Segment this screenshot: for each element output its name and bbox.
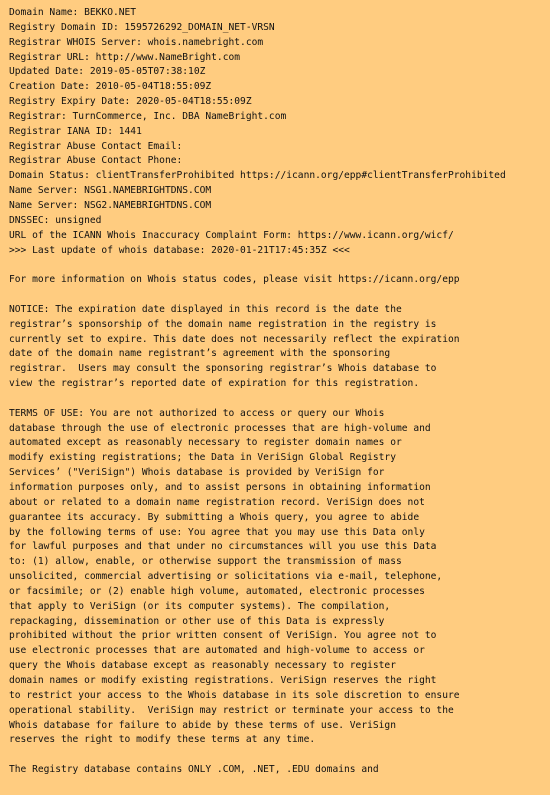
whois-line: registrar. Users may consult the sponsoring registrar’s Whois database to — [9, 363, 437, 375]
whois-line: Name Server: NSG1.NAMEBRIGHTDNS.COM — [9, 185, 212, 197]
whois-line: Registrar IANA ID: 1441 — [9, 125, 142, 137]
whois-line: Registrar: TurnCommerce, Inc. DBA NameBright.com — [9, 110, 287, 122]
whois-line: repackaging, dissemination or other use of this Data is expressly — [9, 615, 385, 627]
whois-line: for lawful purposes and that under no circumstances will you use this Data — [9, 541, 437, 553]
whois-line: >>> Last update of whois database: 2020-01-21T17:45:35Z <<< — [9, 244, 350, 256]
whois-line: unsolicited, commercial advertising or solicitations via e-mail, telephone, — [9, 571, 443, 583]
whois-line: date of the domain name registrant’s agreement with the sponsoring — [9, 348, 391, 360]
whois-line: query the Whois database except as reasonably necessary to register — [9, 660, 396, 672]
whois-line: URL of the ICANN Whois Inaccuracy Complaint Form: https://www.icann.org/wicf/ — [9, 229, 454, 241]
whois-line: TERMS OF USE: You are not authorized to access or query our Whois — [9, 407, 385, 419]
whois-line: to: (1) allow, enable, or otherwise support the transmission of mass — [9, 556, 402, 568]
whois-line: The Registry database contains ONLY .COM, .NET, .EDU domains and — [9, 764, 379, 776]
whois-line: about or related to a domain name registration record. VeriSign does not — [9, 496, 425, 508]
whois-line: reserves the right to modify these terms at any time. — [9, 734, 316, 746]
whois-line: Registrar WHOIS Server: whois.namebright.com — [9, 36, 264, 48]
whois-line: Registrar Abuse Contact Email: — [9, 140, 183, 152]
whois-line — [9, 258, 550, 273]
whois-line: Updated Date: 2019-05-05T07:38:10Z — [9, 66, 206, 78]
whois-line — [9, 288, 550, 303]
whois-line: Services’ ("VeriSign") Whois database is provided by VeriSign for — [9, 467, 385, 479]
whois-line: Domain Name: BEKKO.NET — [9, 7, 137, 18]
whois-line: database through the use of electronic processes that are high-volume and — [9, 422, 431, 434]
whois-line: that apply to VeriSign (or its computer systems). The compilation, — [9, 600, 391, 612]
whois-line: or facsimile; or (2) enable high volume, automated, electronic processes — [9, 585, 425, 597]
whois-line: view the registrar’s reported date of expiration for this registration. — [9, 378, 420, 390]
whois-line: NOTICE: The expiration date displayed in this record is the date the — [9, 303, 402, 315]
whois-line: guarantee its accuracy. By submitting a Whois query, you agree to abide — [9, 511, 420, 523]
whois-line: by the following terms of use: You agree that you may use this Data only — [9, 526, 425, 538]
whois-line: use electronic processes that are automated and high-volume to access or — [9, 645, 425, 657]
whois-line: Registrar URL: http://www.NameBright.com — [9, 51, 241, 63]
whois-line: Registry Expiry Date: 2020-05-04T18:55:09Z — [9, 96, 252, 108]
whois-line: DNSSEC: unsigned — [9, 214, 102, 226]
whois-line: prohibited without the prior written consent of VeriSign. You agree not to — [9, 630, 437, 642]
whois-line: Name Server: NSG2.NAMEBRIGHTDNS.COM — [9, 199, 212, 211]
whois-line: For more information on Whois status codes, please visit https://icann.org/epp — [9, 274, 460, 286]
whois-line: Registry Domain ID: 1595726292_DOMAIN_NET-VRSN — [9, 21, 275, 33]
whois-line: to restrict your access to the Whois database in its sole discretion to ensure — [9, 689, 460, 701]
whois-line: information purposes only, and to assist persons in obtaining information — [9, 482, 431, 493]
whois-line: Creation Date: 2010-05-04T18:55:09Z — [9, 81, 212, 93]
whois-line: modify existing registrations; the Data in VeriSign Global Registry — [9, 452, 396, 464]
whois-line: Whois database for failure to abide by these terms of use. VeriSign — [9, 719, 396, 731]
whois-line: operational stability. VeriSign may restrict or terminate your access to the — [9, 704, 454, 716]
whois-line: currently set to expire. This date does not necessarily reflect the expiration — [9, 333, 460, 345]
whois-line: Registrar Abuse Contact Phone: — [9, 155, 183, 167]
whois-line: registrar’s sponsorship of the domain name registration in the registry is — [9, 318, 437, 330]
whois-line — [9, 748, 550, 763]
whois-line: automated except as reasonably necessary to register domain names or — [9, 437, 402, 449]
whois-line — [9, 392, 550, 407]
whois-line: Domain Status: clientTransferProhibited https://icann.org/epp#clientTransferProhibited — [9, 170, 506, 182]
whois-line: domain names or modify existing registrations. VeriSign reserves the right — [9, 674, 437, 686]
